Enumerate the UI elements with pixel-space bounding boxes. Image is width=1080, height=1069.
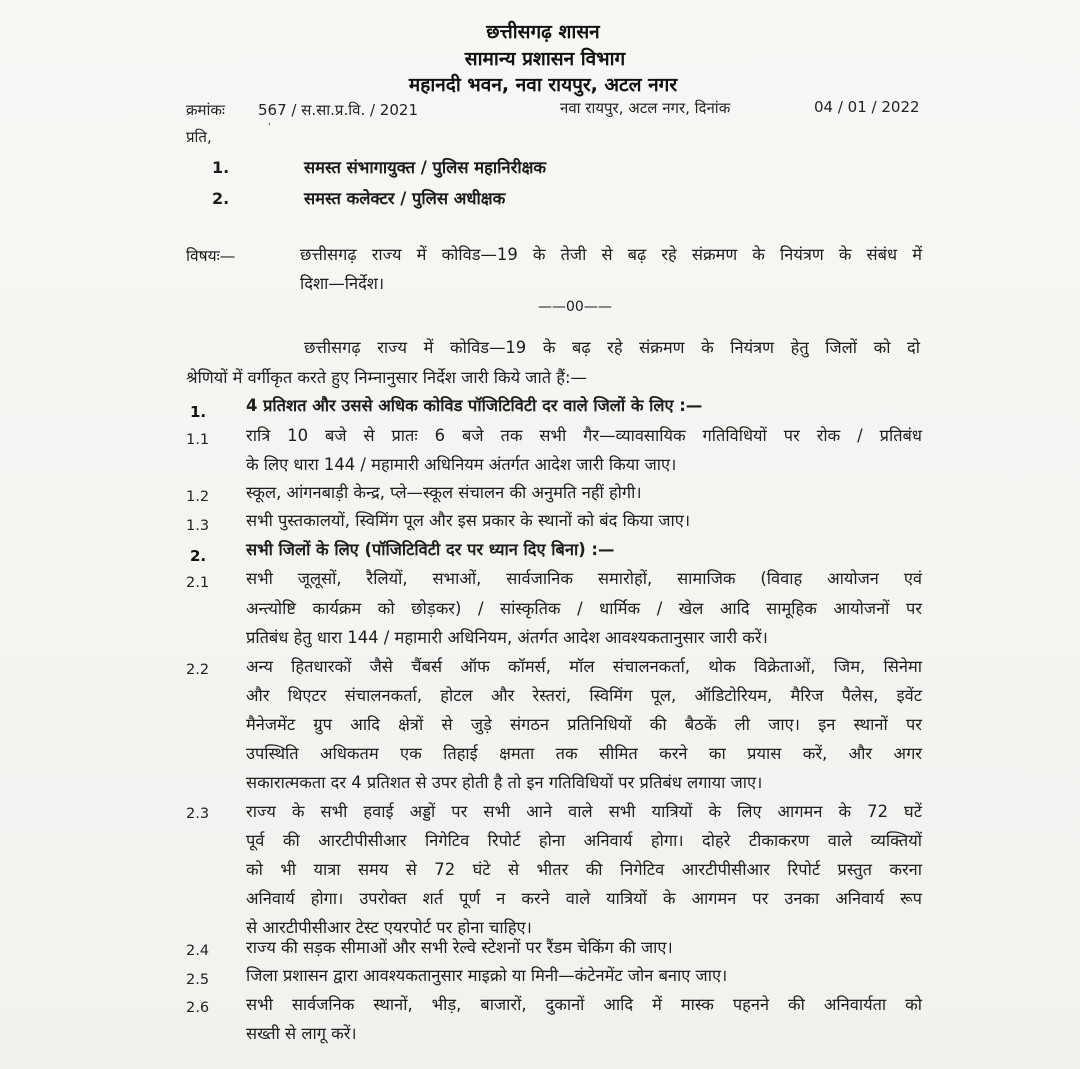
mark: ʻ <box>268 122 272 133</box>
item-2-3-line-2: पूर्व की आरटीपीसीआर निगेटिव रिपोर्ट होना अनिवार्य होगा। दोहरे टीकाकरण वाले व्यक्तियों <box>246 831 922 850</box>
item-2-1-line-3: प्रतिबंध हेतु धारा 144 / महामारी अधिनियम, अंतर्गत आदेश आवश्यकतानुसार जारी करें। <box>246 628 768 647</box>
subject-line-1: छत्तीसगढ़ राज्य में कोविड—19 के तेजी से बढ़ रहे संक्रमण के नियंत्रण के संबंध में <box>300 245 922 264</box>
item-2-6-line-2: सख्ती से लागू करें। <box>246 1024 357 1043</box>
item-2-3-line-1: राज्य के सभी हवाई अड्डों पर सभी आने वाले सभी यात्रियों के लिए आगमन के 72 घटें <box>246 802 922 821</box>
item-1-2-number: 1.2 <box>186 489 210 505</box>
addressee-1-number: 1. <box>212 158 230 177</box>
item-2-3-line-4: अनिवार्य होगा। उपरोक्त शर्त पूर्ण न करने वाले यात्रियों के आगमन पर उनका अनिवार्य रूप <box>246 889 922 908</box>
addressee-2-text: समस्त कलेक्टर / पुलिस अधीक्षक <box>304 189 506 208</box>
item-2-5-line-1: जिला प्रशासन द्वारा आवश्यकतानुसार माइक्रो या मिनी—कंटेनमेंट जोन बनाए जाए। <box>246 966 728 985</box>
ref-number: 567 / स.सा.प्र.वि. / 2021 <box>258 101 418 119</box>
separator: ——00—— <box>538 299 612 315</box>
intro-line-2: श्रेणियों में वर्गीकृत करते हुए निम्नानुसार निर्देश जारी किये जाते हैं:— <box>186 368 587 387</box>
item-2-1-number: 2.1 <box>186 575 210 591</box>
item-2-3-number: 2.3 <box>186 806 210 822</box>
letter-date: 04 / 01 / 2022 <box>814 98 920 116</box>
item-2-2-line-3: मैनेजमेंट ग्रुप आदि क्षेत्रों से जुड़े संगठन प्रतिनिधियों की बैठकें ली जाए। इन स्थानों पर <box>246 715 922 734</box>
item-2-4-line-1: राज्य की सड़क सीमाओं और सभी रेल्वे स्टेशनों पर रैंडम चेकिंग की जाए। <box>246 938 673 957</box>
ref-label: क्रमांकः <box>186 101 225 119</box>
item-2-2-line-2: और थिएटर संचालनकर्ता, होटल और रेस्तरां, स्विमिंग पूल, ऑडिटोरियम, मैरिज पैलेस, इवेंट <box>246 686 922 705</box>
item-2-3-line-5: से आरटीपीसीआर टेस्ट एयरपोर्ट पर होना चाहिए। <box>246 918 532 937</box>
item-2-2-number: 2.2 <box>186 662 210 678</box>
place-date-label: नवा रायपुर, अटल नगर, दिनांक <box>560 99 731 117</box>
header-government: छत्तीसगढ़ शासन <box>486 21 600 43</box>
item-2-2-line-5: सकारात्मकता दर 4 प्रतिशत से उपर होती है तो इन गतिविधियों पर प्रतिबंध लगाया जाए। <box>246 773 763 792</box>
item-2-1-line-1: सभी जूलूसों, रैलियों, सभाओं, सार्वजानिक समारोहों, सामाजिक (विवाह आयोजन एवं <box>246 569 922 588</box>
subject-line-2: दिशा—निर्देश। <box>300 274 385 293</box>
item-1-1-number: 1.1 <box>186 432 210 448</box>
intro-line-1: छत्तीसगढ़ राज्य में कोविड—19 के बढ़ रहे संक्रमण के नियंत्रण हेतु जिलों को दो <box>304 338 920 357</box>
item-2-3-line-3: को भी यात्रा समय से 72 घंटे से भीतर की निगेटिव आरटीपीसीआर रिपोर्ट प्रस्तुत करना <box>246 860 922 879</box>
section-1-number: 1. <box>190 403 207 421</box>
item-2-2-line-4: उपस्थिति अधिकतम एक तिहाई क्षमता तक सीमित करने का प्रयास करें, और अगर <box>246 744 922 763</box>
item-1-2-line-1: स्कूल, आंगनबाड़ी केन्द्र, प्ले—स्कूल संचालन की अनुमति नहीं होगी। <box>246 483 642 502</box>
section-1-title: 4 प्रतिशत और उससे अधिक कोविड पॉजिटिविटी दर वाले जिलों के लिए :— <box>246 396 703 415</box>
subject-label: विषयः— <box>186 247 236 265</box>
item-1-3-line-1: सभी पुस्तकालयों, स्विमिंग पूल और इस प्रकार के स्थानों को बंद किया जाए। <box>246 511 691 530</box>
addressee-1-text: समस्त संभागायुक्त / पुलिस महानिरीक्षक <box>304 158 547 177</box>
item-2-5-number: 2.5 <box>186 972 210 988</box>
header-address: महानदी भवन, नवा रायपुर, अटल नगर <box>408 74 678 96</box>
item-1-3-number: 1.3 <box>186 518 210 534</box>
header-department: सामान्य प्रशासन विभाग <box>464 48 626 70</box>
item-2-1-line-2: अन्त्योष्टि कार्यक्रम को छोड़कर) / सांस्कृतिक / धार्मिक / खेल आदि सामूहिक आयोजनों पर <box>246 599 922 618</box>
to-label: प्रति, <box>186 128 212 146</box>
section-2-title: सभी जिलों के लिए (पॉजिटिविटी दर पर ध्यान दिए बिना) :— <box>246 540 615 559</box>
item-2-4-number: 2.4 <box>186 943 210 959</box>
section-2-number: 2. <box>190 547 207 565</box>
item-1-1-line-1: रात्रि 10 बजे से प्रातः 6 बजे तक सभी गैर—व्यावसायिक गतिविधियों पर रोक / प्रतिबंध <box>246 426 922 445</box>
item-2-6-number: 2.6 <box>186 1000 210 1016</box>
addressee-2-number: 2. <box>212 189 230 208</box>
item-2-2-line-1: अन्य हितधारकों जैसे चैंबर्स ऑफ कॉमर्स, मॉल संचालनकर्ता, थोक विक्रेताओं, जिम, सिनेमा <box>246 657 922 676</box>
item-2-6-line-1: सभी सार्वजनिक स्थानों, भीड़, बाजारों, दुकानों आदि में मास्क पहनने की अनिवार्यता को <box>246 995 922 1014</box>
item-1-1-line-2: के लिए धारा 144 / महामारी अधिनियम अंतर्गत आदेश जारी किया जाए। <box>246 455 677 474</box>
